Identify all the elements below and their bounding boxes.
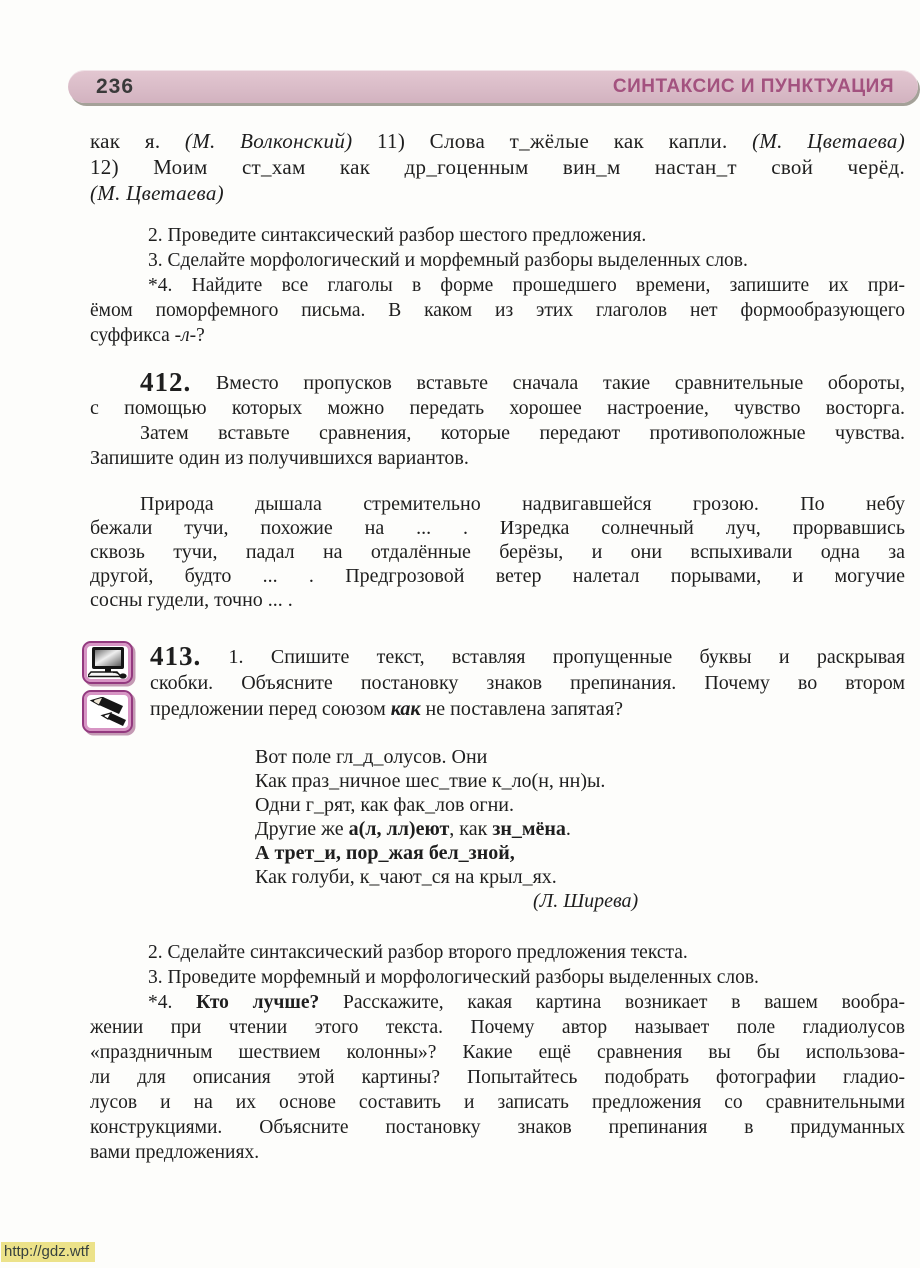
text-line: 2. Сделайте синтаксический разбор второго предложения текста. (148, 942, 688, 963)
text-line: вами предложениях. (90, 1142, 260, 1163)
text-line: Как голуби, к_чают_ся на крыл_ях. (255, 866, 557, 888)
pencils-icon (82, 690, 133, 733)
watermark-link[interactable]: http://gdz.wtf (1, 1242, 95, 1262)
text-line: жении при чтении этого текста. Почему автор называет поле гладиолусов (90, 1017, 905, 1038)
text-line: сосны гудели, точно ... . (90, 589, 293, 611)
exercise-411-tasks (90, 223, 905, 348)
computer-icon (82, 641, 133, 684)
text-line: ёмом поморфемного письма. В каком из этих глаголов нет формообразующего (90, 300, 905, 321)
text-line: конструкциями. Объясните постановку знаков препинания в придуманных (90, 1117, 905, 1138)
text-line: 3. Сделайте морфологический и морфемный разборы выделенных слов. (148, 250, 748, 271)
task-item-3 (90, 965, 905, 990)
text-line: 412. Вместо пропусков вставьте сначала такие сравнительные обороты, (140, 367, 905, 397)
chapter-title: СИНТАКСИС И ПУНКТУАЦИЯ (612, 75, 894, 97)
text-line: *4. Найдите все глаголы в форме прошедшего времени, запишите их при- (148, 275, 905, 296)
text-line: Вот поле гл_д_олусов. Они (255, 746, 488, 768)
exercise-411-sentences (90, 128, 905, 206)
text-line: ли для описания этой картины? Попытайтесь подобрать фотографии гладио- (90, 1067, 905, 1088)
text-line: Природа дышала стремительно надвигавшейся грозою. По небу (140, 493, 905, 515)
text-line: Как праз_ничное шес_твие к_ло(н, нн)ы. (255, 770, 606, 792)
exercise-413-instructions (150, 641, 905, 722)
poem-author (255, 889, 905, 914)
text-line: лусов и на их основе составить и записать предложения со сравнительными (90, 1092, 905, 1113)
text-line: с помощью которых можно передать хорошее настроение, чувство восторга. (90, 397, 905, 419)
task-item-4 (90, 273, 905, 348)
text-line: Затем вставьте сравнения, которые передают противоположные чувства. (140, 422, 905, 444)
page-content (90, 128, 905, 1165)
text-line: (Л. Ширева) (533, 890, 639, 912)
task-item-2 (90, 223, 905, 248)
text-line: «праздничным шествием колонны»? Какие ещё сравнения вы бы использова- (90, 1042, 905, 1063)
exercise-413-tasks (90, 940, 905, 1165)
text-line: другой, будто ... . Предгрозовой ветер налетал порывами, и могучие (90, 565, 905, 587)
text-line: предложении перед союзом как не поставлена запятая? (150, 698, 624, 720)
exercise-413-poem (255, 745, 905, 889)
exercise-icons (82, 641, 138, 733)
text-line: (М. Цветаева) (90, 181, 224, 205)
text-line: 413. 1. Спишите текст, вставляя пропущенные буквы и раскрывая (150, 641, 905, 671)
exercise-412-instructions (90, 367, 905, 471)
task-item-3 (90, 248, 905, 273)
text-line: как я. (М. Волконский) 11) Слова т_жёлые как капли. (М. Цветаева) (90, 129, 905, 153)
text-line: скобки. Объясните постановку знаков препинания. Почему во втором (150, 672, 905, 694)
text-line: 12) Моим ст_хам как др_гоценным вин_м настан_т свой черёд. (90, 155, 905, 179)
exercise-412-paragraph-1 (90, 367, 905, 421)
text-line: 3. Проведите морфемный и морфологический разборы выделенных слов. (148, 967, 759, 988)
task-item-4 (90, 990, 905, 1165)
exercise-412-paragraph-2 (90, 421, 905, 471)
text-line: А трет_и, пор_жая бел_зной, (255, 842, 515, 864)
task-item-2 (90, 940, 905, 965)
exercise-413-intro-text (150, 641, 905, 722)
text-line: бежали тучи, похожие на ... . Изредка солнечный луч, прорвавшись (90, 517, 905, 539)
page-number: 236 (96, 74, 135, 98)
page-header-bar (68, 70, 918, 103)
text-line: Другие же а(л, лл)еют, как зн_мёна. (255, 818, 571, 840)
text-line: 2. Проведите синтаксический разбор шестого предложения. (148, 225, 647, 246)
text-line: *4. Кто лучше? Расскажите, какая картина возникает в вашем вообра- (148, 992, 906, 1013)
text-line: Запишите один из получившихся вариантов. (90, 447, 469, 469)
exercise-412-text (90, 492, 905, 612)
text-line: Одни г_рят, как фак_лов огни. (255, 794, 514, 816)
text-line: сквозь тучи, падал на отдалённые берёзы, и они вспыхивали одна за (90, 541, 905, 563)
text-line: суффикса -л-? (90, 325, 205, 346)
